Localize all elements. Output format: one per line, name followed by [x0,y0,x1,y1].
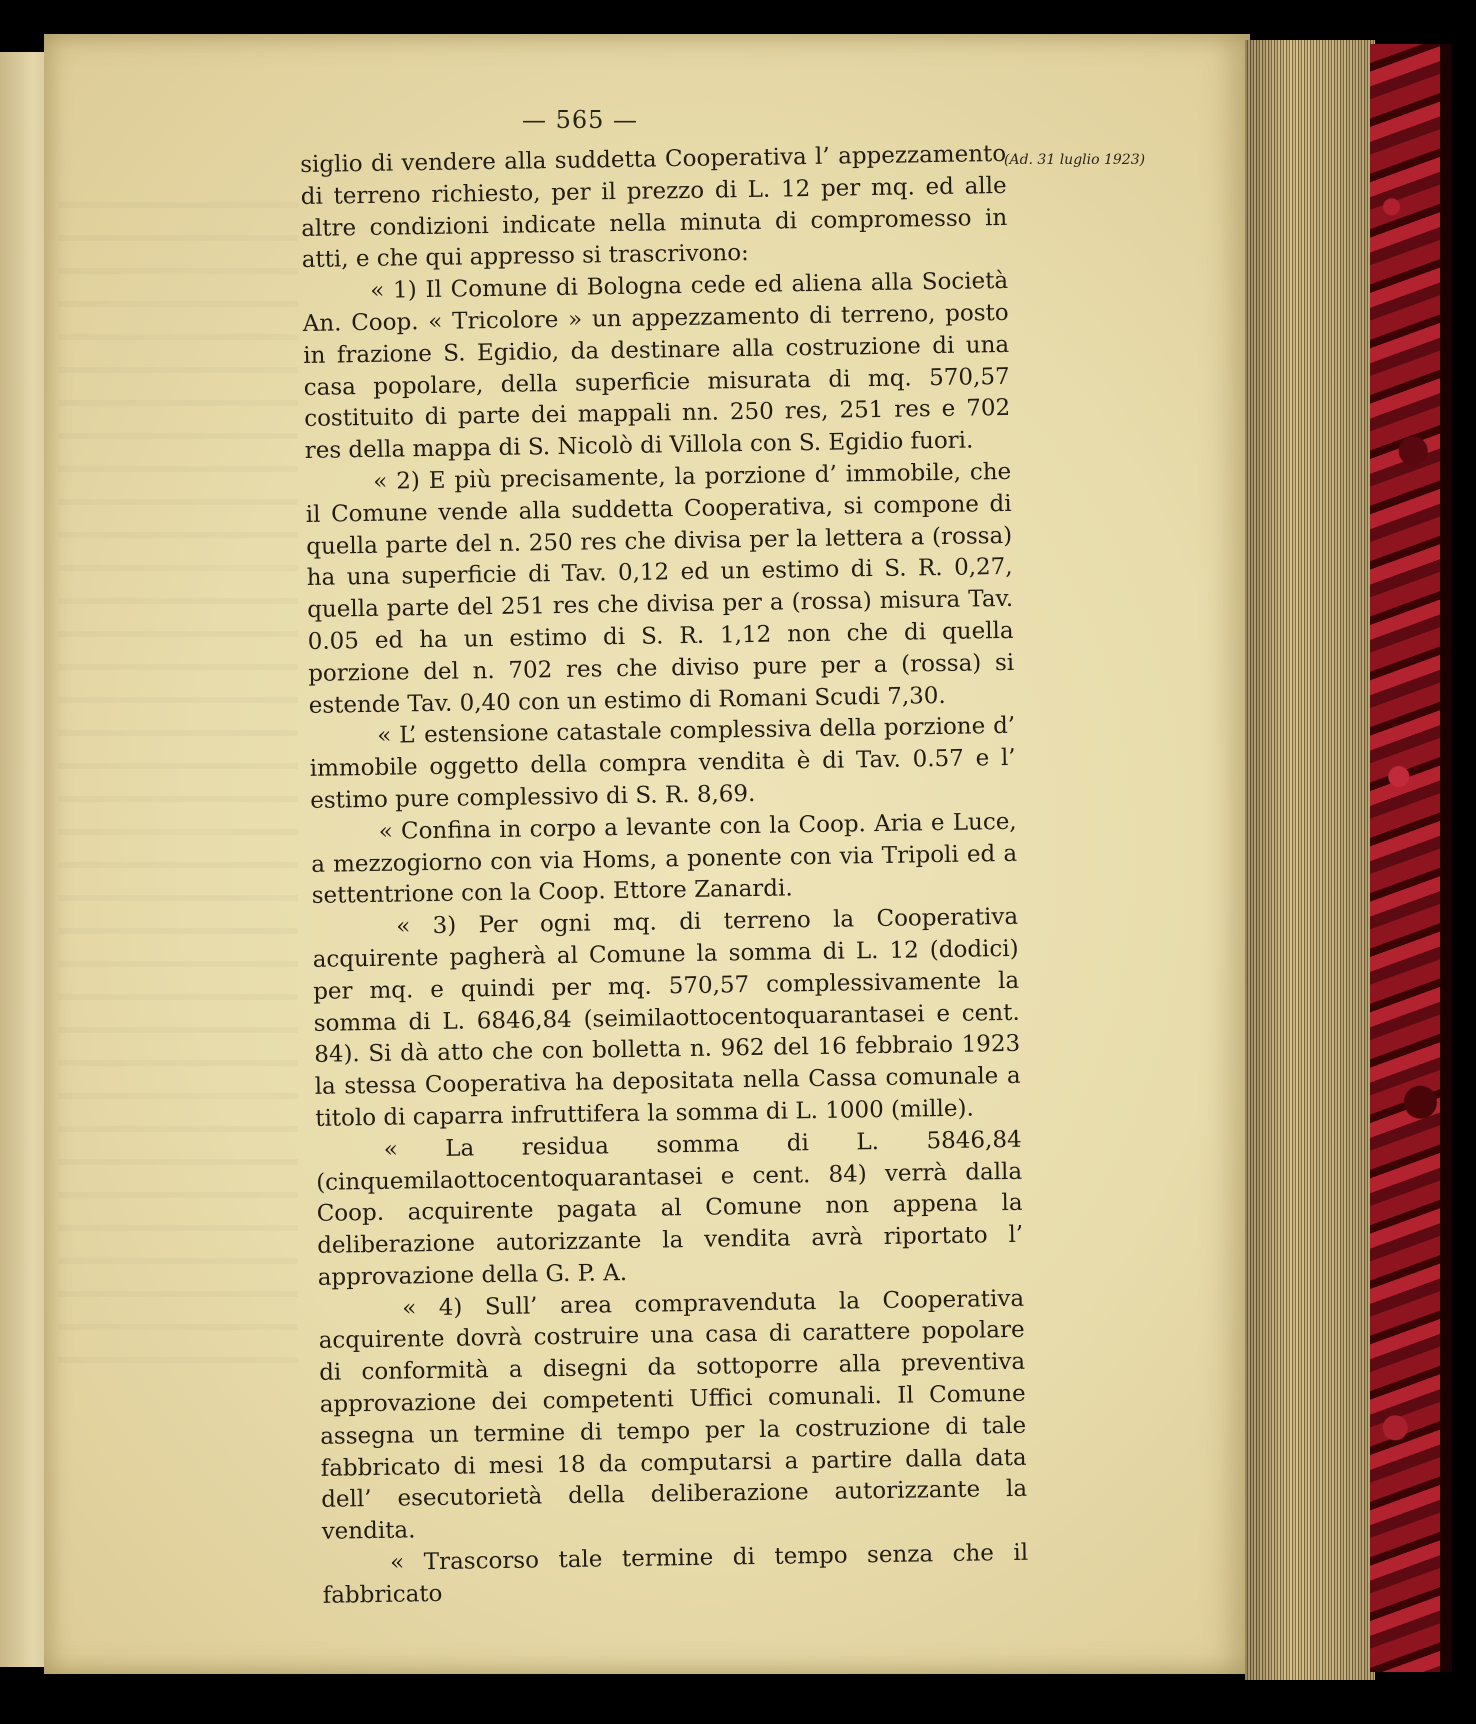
paragraph: « L’ estensione catastale complessiva della porzione d’ immobile oggetto della compra vendita è di Tav. 0.57 e l’ estimo pure complessivo di S. R. 8,69. [309,713,1016,814]
page-number: — 565 — [521,106,639,134]
paragraph: « Trascorso tale termine di tempo senza che il fabbricato [322,1539,1029,1609]
body-text [300,139,1029,1613]
page-edges-shadow [1245,40,1375,1680]
bleed-through-marks [58,180,298,1380]
paragraph: siglio di vendere alla suddetta Cooperativa l’ appezzamento di terreno richiesto, per il prezzo di L. 12 per mq. ed alle altre condizioni indicate nella minuta di compromesso in atti, e che qui appresso si trascrivono: [300,140,1008,274]
paragraph: « 4) Sull’ area compravenduta la Cooperativa acquirente dovrà costruire una casa di carattere popolare di conformità a disegni da sottoporre alla preventiva approvazione dei competenti Uffici comunali. Il Comune assegna un termine di tempo per la costruzione di tale fabbricato di mesi 18 da computarsi a partire dalla data dell’ esecutorietà della deliberazione autorizzante la vendita. [318,1285,1028,1546]
paragraph: « La residua somma di L. 5846,84 (cinquemilaottocentoquarantasei e cent. 84) verrà dalla Coop. acquirente pagata al Comune non appena la deliberazione autorizzante la vendita avrà riportato l’ approvazione della G. P. A. [316,1126,1024,1291]
paragraph: « 2) E più precisamente, la porzione d’ immobile, che il Comune vende alla suddetta Cooperativa, si compone di quella parte del n. 250 res che divisa per la lettera a (rossa) ha una superficie di Tav. 0,12 ed un estimo di S. R. 0,27, quella parte del 251 res che divisa per a (rossa) misura Tav. 0.05 ed ha un estimo di S. R. 1,12 non che di quella porzione del n. 702 res che diviso pure per a (rossa) si estende Tav. 0,40 con un estimo di Romani Scudi 7,30. [305,458,1015,719]
paragraph: « 3) Per ogni mq. di terreno la Cooperativa acquirente pagherà al Comune la somma di L. 12 (dodici) per mq. e quindi per mq. 570,57 complessivamente la somma di L. 6846,84 (seimilaottocentoquarantasei e cent. 84). Si dà atto che con bolletta n. 962 del 16 febbraio 1923 la stessa Cooperativa ha depositata nella Cassa comunale a titolo di caparra infruttifera la somma di L. 1000 (mille). [312,903,1021,1132]
paragraph: « 1) Il Comune di Bologna cede ed aliena alla Società An. Coop. « Tricolore » un appezzamento di terreno, posto in frazione S. Egidio, da destinare alla costruzione di una casa popolare, della superficie misurata di mq. 570,57 costituito di parte dei mappali nn. 250 res, 251 res e 702 res della mappa di S. Nicolò di Villola con S. Egidio fuori. [302,268,1011,465]
paragraph: « Confina in corpo a levante con la Coop. Aria e Luce, a mezzogiorno con via Homs, a ponente con via Tripoli ed a settentrione con la Coop. Ettore Zanardi. [311,808,1018,910]
marbled-cover-board [1370,44,1442,1672]
marginal-date-note: (Ad. 31 luglio 1923) [1004,152,1146,168]
cover-edge [1440,44,1452,1672]
